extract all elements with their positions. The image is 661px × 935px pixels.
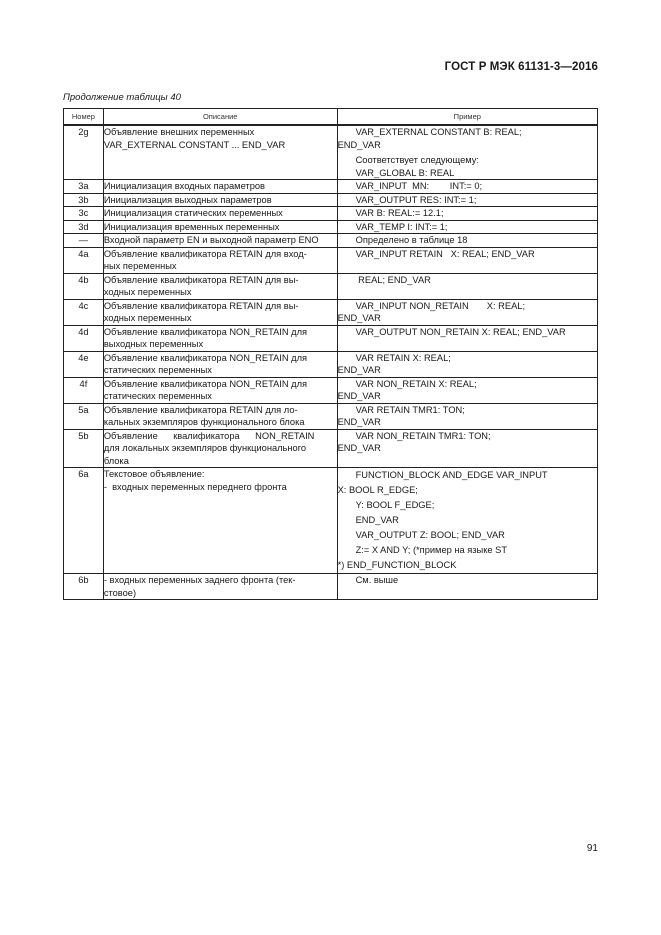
example-line: VAR_OUTPUT RES: INT:= 1; [355, 194, 477, 205]
example-line: VAR_INPUT MN: INT:= 0; [355, 181, 483, 191]
table-row [64, 234, 598, 248]
description-line: Инициализация временных переменных [103, 221, 280, 232]
description-line: - входных переменных переднего фронта [103, 481, 287, 492]
description-line: Объявление квалификатора NON_RETAIN [103, 430, 315, 441]
page-number: 91 [586, 843, 598, 854]
column-header-number: Номер [64, 109, 104, 126]
row-example [337, 234, 597, 248]
column-header-description: Описание [103, 109, 337, 126]
row-example [337, 325, 597, 351]
table-row [64, 325, 598, 351]
table-row [64, 574, 598, 600]
row-description [103, 351, 337, 377]
description-line: Объявление квалификатора RETAIN для вы- [103, 274, 299, 285]
table-row [64, 403, 598, 429]
row-number: 3b [64, 193, 104, 207]
row-number: 4a [64, 247, 104, 273]
row-description [103, 403, 337, 429]
row-number: 4d [64, 325, 104, 351]
description-line: Объявление квалификатора NON_RETAIN для [103, 378, 308, 389]
row-example [337, 193, 597, 207]
row-number: 4f [64, 377, 104, 403]
row-example [337, 377, 597, 403]
row-description [103, 220, 337, 234]
description-line: статических переменных [103, 391, 212, 401]
table-row [64, 377, 598, 403]
row-example [337, 403, 597, 429]
row-example [337, 468, 597, 574]
description-line: ных переменных [103, 261, 177, 271]
row-example [337, 351, 597, 377]
row-number: 4e [64, 351, 104, 377]
table-row [64, 193, 598, 207]
table-row [64, 273, 598, 299]
table-header-row [64, 109, 598, 126]
description-line: Текстовое объявление: [103, 469, 205, 479]
row-description [103, 180, 337, 194]
example-line: FUNCTION_BLOCK AND_EDGE VAR_INPUT [355, 470, 548, 480]
example-line: VAR B: REAL:= 12.1; [355, 208, 444, 218]
table-row [64, 468, 598, 574]
description-line: для локальных экземпляров функционального [103, 443, 307, 453]
example-line: Y: BOOL F_EDGE; [355, 500, 435, 510]
description-line: - входных переменных заднего фронта (тек- [103, 575, 296, 585]
row-number: 2g [64, 125, 104, 180]
description-line: Входной параметр EN и выходной параметр ENO [103, 235, 319, 245]
example-line: VAR NON_RETAIN TMR1: TON; [355, 430, 491, 441]
example-line: VAR_OUTPUT Z: BOOL; END_VAR [355, 530, 505, 540]
example-line: *) END_FUNCTION_BLOCK [337, 560, 457, 570]
row-description [103, 234, 337, 248]
row-example [337, 247, 597, 273]
table-row [64, 247, 598, 273]
row-number: 4c [64, 299, 104, 325]
example-line: Z:= X AND Y; (*пример на языке ST [355, 545, 508, 555]
row-example [337, 574, 597, 600]
row-example [337, 429, 597, 468]
description-line: кальных экземпляров функционального блока [103, 417, 305, 427]
example-line: END_VAR [337, 313, 381, 323]
row-number: 5a [64, 403, 104, 429]
row-description [103, 574, 337, 600]
example-line: VAR_EXTERNAL CONSTANT B: REAL; [355, 127, 522, 137]
row-description [103, 193, 337, 207]
table-row [64, 220, 598, 234]
description-line: Инициализация входных параметров [103, 181, 265, 191]
example-line: VAR_INPUT RETAIN X: REAL; END_VAR [355, 248, 535, 259]
example-line: См. выше [355, 575, 399, 585]
description-line: стовое) [103, 587, 137, 598]
example-line: VAR_TEMP I: INT:= 1; [355, 221, 448, 232]
example-line: REAL; END_VAR [355, 274, 431, 285]
example-line: VAR RETAIN X: REAL; [355, 352, 451, 363]
row-description [103, 299, 337, 325]
example-line: VAR NON_RETAIN X: REAL; [355, 378, 477, 389]
example-line: END_VAR [337, 391, 381, 401]
description-line: Объявление квалификатора NON_RETAIN для [103, 352, 308, 363]
description-line: Объявление квалификатора RETAIN для ло- [103, 404, 298, 415]
row-example [337, 207, 597, 221]
example-line: Соответствует следующему: [355, 155, 479, 165]
example-line: VAR_OUTPUT NON_RETAIN X: REAL; END_VAR [355, 326, 566, 337]
example-line: VAR_INPUT NON_RETAIN X: REAL; [355, 300, 526, 311]
description-line: ходных переменных [103, 313, 192, 323]
example-line: END_VAR [337, 443, 381, 453]
description-line: Объявление квалификатора RETAIN для вы- [103, 300, 299, 311]
table-row [64, 207, 598, 221]
description-line: выходных переменных [103, 339, 204, 349]
description-line: статических переменных [103, 365, 212, 375]
row-description [103, 207, 337, 221]
row-description [103, 377, 337, 403]
table-row [64, 180, 598, 194]
description-line: Объявление квалификатора NON_RETAIN для [103, 326, 308, 337]
row-number: 6a [64, 468, 104, 574]
example-line: Определено в таблице 18 [355, 235, 468, 245]
description-line: ходных переменных [103, 287, 192, 297]
table-row [64, 429, 598, 468]
table-row [64, 351, 598, 377]
row-description [103, 247, 337, 273]
example-line: X: BOOL R_EDGE; [337, 485, 418, 495]
row-description [103, 429, 337, 468]
example-line: VAR_GLOBAL B: REAL [355, 167, 455, 178]
column-header-example: Пример [337, 109, 597, 126]
row-number: 3c [64, 207, 104, 221]
description-line: Инициализация выходных параметров [103, 194, 272, 205]
description-line: VAR_EXTERNAL CONSTANT ... END_VAR [103, 139, 286, 150]
spec-table [63, 108, 598, 600]
row-example [337, 180, 597, 194]
row-example [337, 125, 597, 180]
row-description [103, 125, 337, 180]
description-line: Объявление внешних переменных [103, 127, 255, 137]
row-number: 5b [64, 429, 104, 468]
table-caption: Продолжение таблицы 40 [63, 92, 181, 103]
row-description [103, 325, 337, 351]
row-number: 4b [64, 273, 104, 299]
example-line: VAR RETAIN TMR1: TON; [355, 404, 465, 415]
row-number: — [64, 234, 104, 248]
row-number: 3d [64, 220, 104, 234]
description-line: блока [103, 455, 129, 466]
row-example [337, 273, 597, 299]
example-line: END_VAR [337, 365, 381, 375]
table-row [64, 125, 598, 180]
row-example [337, 220, 597, 234]
row-number: 6b [64, 574, 104, 600]
row-description [103, 273, 337, 299]
row-description [103, 468, 337, 574]
description-line: Инициализация статических переменных [103, 208, 283, 218]
example-line: END_VAR [355, 515, 399, 525]
row-number: 3a [64, 180, 104, 194]
example-line: END_VAR [337, 139, 381, 150]
row-example [337, 299, 597, 325]
table-row [64, 299, 598, 325]
example-line: END_VAR [337, 417, 381, 427]
document-standard-header: ГОСТ Р МЭК 61131-3—2016 [444, 61, 598, 73]
description-line: Объявление квалификатора RETAIN для вход- [103, 248, 307, 259]
